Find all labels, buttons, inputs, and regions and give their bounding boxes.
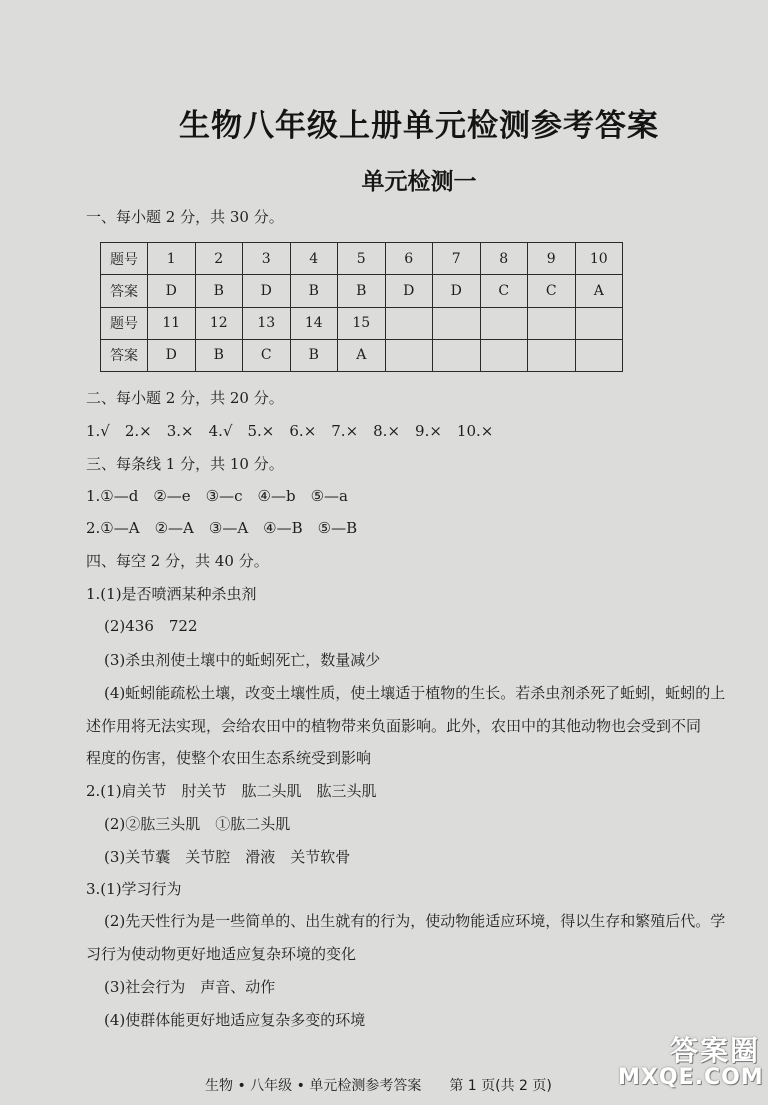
q3-line: (3)社会行为 声音、动作 bbox=[104, 978, 276, 996]
section1-heading: 一、每小题 2 分，共 30 分。 bbox=[86, 208, 284, 226]
table-cell: 9 bbox=[528, 243, 576, 275]
table-cell: 5 bbox=[338, 243, 386, 275]
q3-line: 3.(1)学习行为 bbox=[86, 880, 182, 898]
table-cell: 4 bbox=[290, 243, 338, 275]
watermark-top: 答案圈 bbox=[669, 1034, 760, 1067]
section3-line2: 2.①—A ②—A ③—A ④—B ⑤—B bbox=[86, 519, 358, 537]
q1-line: 述作用将无法实现，会给农田中的植物带来负面影响。此外，农田中的其他动物也会受到不同 bbox=[86, 717, 702, 735]
table-cell: B bbox=[290, 339, 338, 371]
q3-line: 习行为使动物更好地适应复杂环境的变化 bbox=[86, 945, 357, 963]
table-cell: 13 bbox=[243, 307, 291, 339]
q3-line: (4)使群体能更好地适应复杂多变的环境 bbox=[104, 1011, 366, 1029]
q1-line: (2)436 722 bbox=[104, 617, 198, 635]
table-cell: B bbox=[195, 275, 243, 307]
table-cell bbox=[528, 339, 576, 371]
page-title: 生物八年级上册单元检测参考答案 bbox=[179, 108, 659, 144]
table-cell bbox=[575, 307, 623, 339]
table-cell: 1 bbox=[148, 243, 196, 275]
q2-line: (3)关节囊 关节腔 滑液 关节软骨 bbox=[104, 848, 351, 866]
table-cell: 14 bbox=[290, 307, 338, 339]
table-cell: 11 bbox=[148, 307, 196, 339]
table-cell bbox=[480, 307, 528, 339]
table-cell bbox=[528, 307, 576, 339]
table-cell: 2 bbox=[195, 243, 243, 275]
table-cell: C bbox=[243, 339, 291, 371]
table-row bbox=[101, 307, 623, 339]
table-cell: 10 bbox=[575, 243, 623, 275]
q1-line: 程度的伤害，使整个农田生态系统受到影响 bbox=[86, 749, 372, 767]
q2-line: (2)②肱三头肌 ①肱二头肌 bbox=[104, 815, 291, 833]
q2-line: 2.(1)肩关节 肘关节 肱二头肌 肱三头肌 bbox=[86, 782, 377, 800]
table-row bbox=[101, 339, 623, 371]
table-cell: 8 bbox=[480, 243, 528, 275]
table-cell: C bbox=[528, 275, 576, 307]
section4-heading: 四、每空 2 分，共 40 分。 bbox=[86, 552, 269, 570]
table-cell bbox=[433, 339, 481, 371]
table-cell: 7 bbox=[433, 243, 481, 275]
table-cell bbox=[480, 339, 528, 371]
q1-line: (4)蚯蚓能疏松土壤，改变土壤性质，使土壤适于植物的生长。若杀虫剂杀死了蚯蚓，蚯蚓的上 bbox=[104, 684, 726, 702]
table-row bbox=[101, 275, 623, 307]
table-row-header: 答案 bbox=[101, 339, 148, 371]
table-cell bbox=[433, 307, 481, 339]
page-footer: 生物 • 八年级 • 单元检测参考答案 第 1 页(共 2 页) bbox=[205, 1078, 552, 1094]
table-cell: 12 bbox=[195, 307, 243, 339]
table-cell: B bbox=[338, 275, 386, 307]
table-row-header: 题号 bbox=[101, 243, 148, 275]
answer-table bbox=[100, 242, 623, 372]
table-cell: A bbox=[575, 275, 623, 307]
q1-line: (3)杀虫剂使土壤中的蚯蚓死亡，数量减少 bbox=[104, 651, 381, 669]
table-cell: C bbox=[480, 275, 528, 307]
table-cell bbox=[385, 339, 433, 371]
section3-line1: 1.①—d ②—e ③—c ④—b ⑤—a bbox=[86, 487, 348, 505]
table-cell: 15 bbox=[338, 307, 386, 339]
section2-answers: 1.√ 2.× 3.× 4.√ 5.× 6.× 7.× 8.× 9.× 10.× bbox=[86, 422, 494, 440]
table-cell: D bbox=[433, 275, 481, 307]
table-cell: 6 bbox=[385, 243, 433, 275]
section2-heading: 二、每小题 2 分，共 20 分。 bbox=[86, 389, 284, 407]
q1-line: 1.(1)是否喷洒某种杀虫剂 bbox=[86, 585, 257, 603]
table-cell: B bbox=[290, 275, 338, 307]
q3-line: (2)先天性行为是一些简单的、出生就有的行为，使动物能适应环境，得以生存和繁殖后代。学 bbox=[104, 912, 726, 930]
table-row-header: 题号 bbox=[101, 307, 148, 339]
table-cell: D bbox=[148, 275, 196, 307]
section3-heading: 三、每条线 1 分，共 10 分。 bbox=[86, 455, 284, 473]
table-cell: A bbox=[338, 339, 386, 371]
table-cell: D bbox=[385, 275, 433, 307]
watermark-logo bbox=[618, 1029, 764, 1099]
table-row bbox=[101, 243, 623, 275]
unit-subtitle: 单元检测一 bbox=[361, 169, 477, 195]
table-cell: D bbox=[243, 275, 291, 307]
table-cell: 3 bbox=[243, 243, 291, 275]
table-cell: B bbox=[195, 339, 243, 371]
table-cell bbox=[385, 307, 433, 339]
table-cell: D bbox=[148, 339, 196, 371]
table-cell bbox=[575, 339, 623, 371]
table-row-header: 答案 bbox=[101, 275, 148, 307]
watermark-bottom: MXQE.COM bbox=[618, 1065, 764, 1090]
